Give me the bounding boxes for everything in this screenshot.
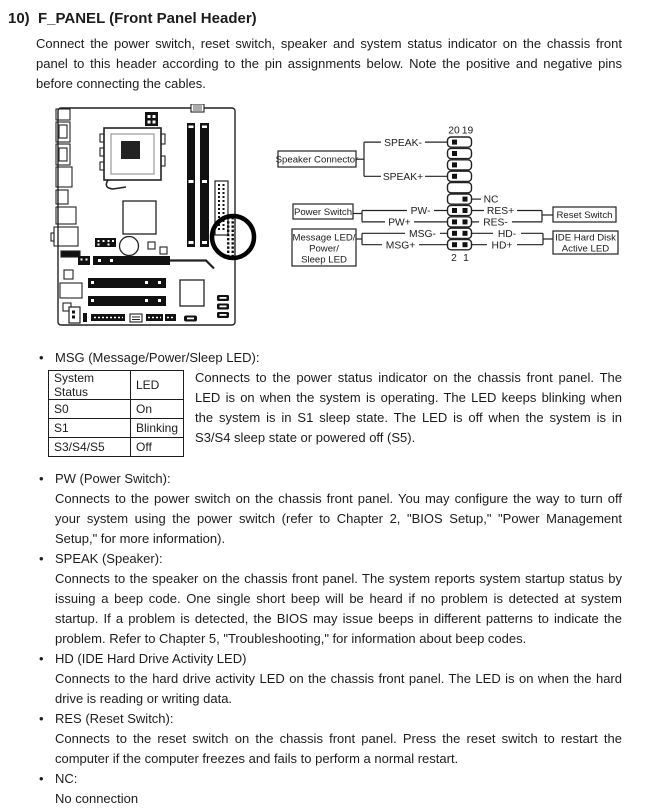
pw-plus-label: PW+ bbox=[388, 217, 411, 229]
section-title bbox=[8, 9, 622, 28]
pin-assignment-diagram bbox=[276, 126, 618, 267]
speak-bullet-desc: Connects to the speaker on the chassis front panel. The system reports system startup status by issuing a beep code. One single short beep will be heard if no problem is detected at system startup. If a problem is detected, the BIOS may issue beeps in different patterns to indicate the problem. Refer to Chapter 5, "Troubleshooting," for information about beep codes. bbox=[55, 571, 622, 646]
nc-label: NC bbox=[483, 194, 499, 206]
pw-bullet-desc: Connects to the power switch on the chassis front panel. You may configure the way to turn off your system using the power switch (refer to Chapter 2, "BIOS Setup," "Power Management Setup," for more information). bbox=[55, 491, 622, 546]
speak-plus-label: SPEAK+ bbox=[382, 172, 424, 183]
pin-2-number: 2 bbox=[451, 253, 457, 264]
table-header-led: LED bbox=[131, 371, 184, 400]
table-header-row bbox=[49, 371, 184, 400]
speaker-connector-box-label: Speaker Connector bbox=[275, 154, 359, 166]
msg-bullet-desc: Connects to the power status indicator on the chassis front panel. The LED is on when the system is operating. The LED keeps blinking when the system is in S1 sleep state. The LED is off when the system is in S3/S4 sleep state or powered off (S5). bbox=[195, 370, 622, 445]
bullet-marker: • bbox=[39, 350, 44, 365]
table-cell: Blinking bbox=[131, 419, 184, 438]
bullet-res bbox=[38, 709, 622, 769]
atx12v-connector bbox=[145, 112, 158, 126]
intro-paragraph: Connect the power switch, reset switch, speaker and system status indicator on the chassis front panel to this header according to the pin assignments below. Note the positive and negative pins before connecting the cables. bbox=[36, 36, 622, 91]
nc-bullet-desc: No connection bbox=[55, 791, 139, 806]
message-led-box-line3: Sleep LED bbox=[301, 254, 347, 266]
pin-19-number: 19 bbox=[461, 125, 474, 137]
bullet-marker: • bbox=[39, 711, 44, 726]
table-row bbox=[49, 419, 184, 438]
bullet-msg bbox=[38, 348, 622, 457]
table-header-system-status: System Status bbox=[49, 371, 131, 400]
hd-bullet-label: HD (IDE Hard Drive Activity LED) bbox=[55, 651, 247, 666]
table-row bbox=[49, 438, 184, 457]
msg-minus-label: MSG- bbox=[409, 229, 436, 240]
bullet-marker: • bbox=[39, 551, 44, 566]
ide-hdd-box-line2: Active LED bbox=[561, 243, 610, 255]
res-bullet-label: RES (Reset Switch): bbox=[55, 711, 174, 726]
table-cell: On bbox=[131, 400, 184, 419]
pin-20-number: 20 bbox=[448, 125, 460, 137]
motherboard-drawing bbox=[51, 104, 254, 325]
table-row bbox=[49, 400, 184, 419]
hd-minus-label: HD- bbox=[497, 229, 517, 240]
hd-plus-label: HD+ bbox=[491, 240, 513, 252]
power-switch-box-label: Power Switch bbox=[293, 207, 353, 218]
ide-hdd-box-line1: IDE Hard Disk bbox=[555, 232, 616, 244]
nc-bullet-label: NC: bbox=[55, 771, 78, 786]
res-plus-label: RES+ bbox=[486, 206, 515, 218]
pin-1-number: 1 bbox=[463, 253, 469, 264]
res-minus-label: RES- bbox=[483, 217, 508, 229]
sata-connectors bbox=[217, 295, 229, 318]
table-cell: S3/S4/S5 bbox=[49, 438, 131, 457]
res-bullet-desc: Connects to the reset switch on the chassis front panel. Press the reset switch to restart the computer if the computer freezes and fails to perform a normal restart. bbox=[55, 731, 622, 766]
table-cell: Off bbox=[131, 438, 184, 457]
pw-minus-label: PW- bbox=[410, 206, 431, 218]
message-led-box-line2: Power/ bbox=[309, 243, 339, 255]
bullet-list bbox=[38, 348, 622, 809]
bullet-hd bbox=[38, 649, 622, 709]
bullet-nc bbox=[38, 769, 622, 809]
msg-plus-label: MSG+ bbox=[385, 240, 416, 252]
msg-led-table bbox=[48, 370, 184, 457]
table-cell: S0 bbox=[49, 400, 131, 419]
page-title: F_PANEL (Front Panel Header) bbox=[38, 10, 257, 27]
speak-bullet-label: SPEAK (Speaker): bbox=[55, 551, 163, 566]
msg-bullet-label: MSG (Message/Power/Sleep LED): bbox=[55, 350, 260, 365]
front-panel-diagram bbox=[48, 104, 622, 340]
section-number: 10) bbox=[8, 10, 30, 27]
pw-bullet-label: PW (Power Switch): bbox=[55, 471, 171, 486]
speak-minus-label: SPEAK- bbox=[384, 137, 422, 149]
table-cell: S1 bbox=[49, 419, 131, 438]
bullet-marker: • bbox=[39, 771, 44, 786]
reset-switch-box-label: Reset Switch bbox=[556, 209, 613, 221]
bullet-speak bbox=[38, 549, 622, 649]
bullet-pw bbox=[38, 469, 622, 549]
hd-bullet-desc: Connects to the hard drive activity LED on the chassis front panel. The LED is on when the hard drive is reading or writing data. bbox=[55, 671, 622, 706]
bullet-marker: • bbox=[39, 651, 44, 666]
message-led-box-line1: Message LED/ bbox=[292, 232, 356, 244]
diagram-svg bbox=[48, 104, 630, 334]
bullet-marker: • bbox=[39, 471, 44, 486]
fpanel-connector bbox=[448, 137, 472, 250]
